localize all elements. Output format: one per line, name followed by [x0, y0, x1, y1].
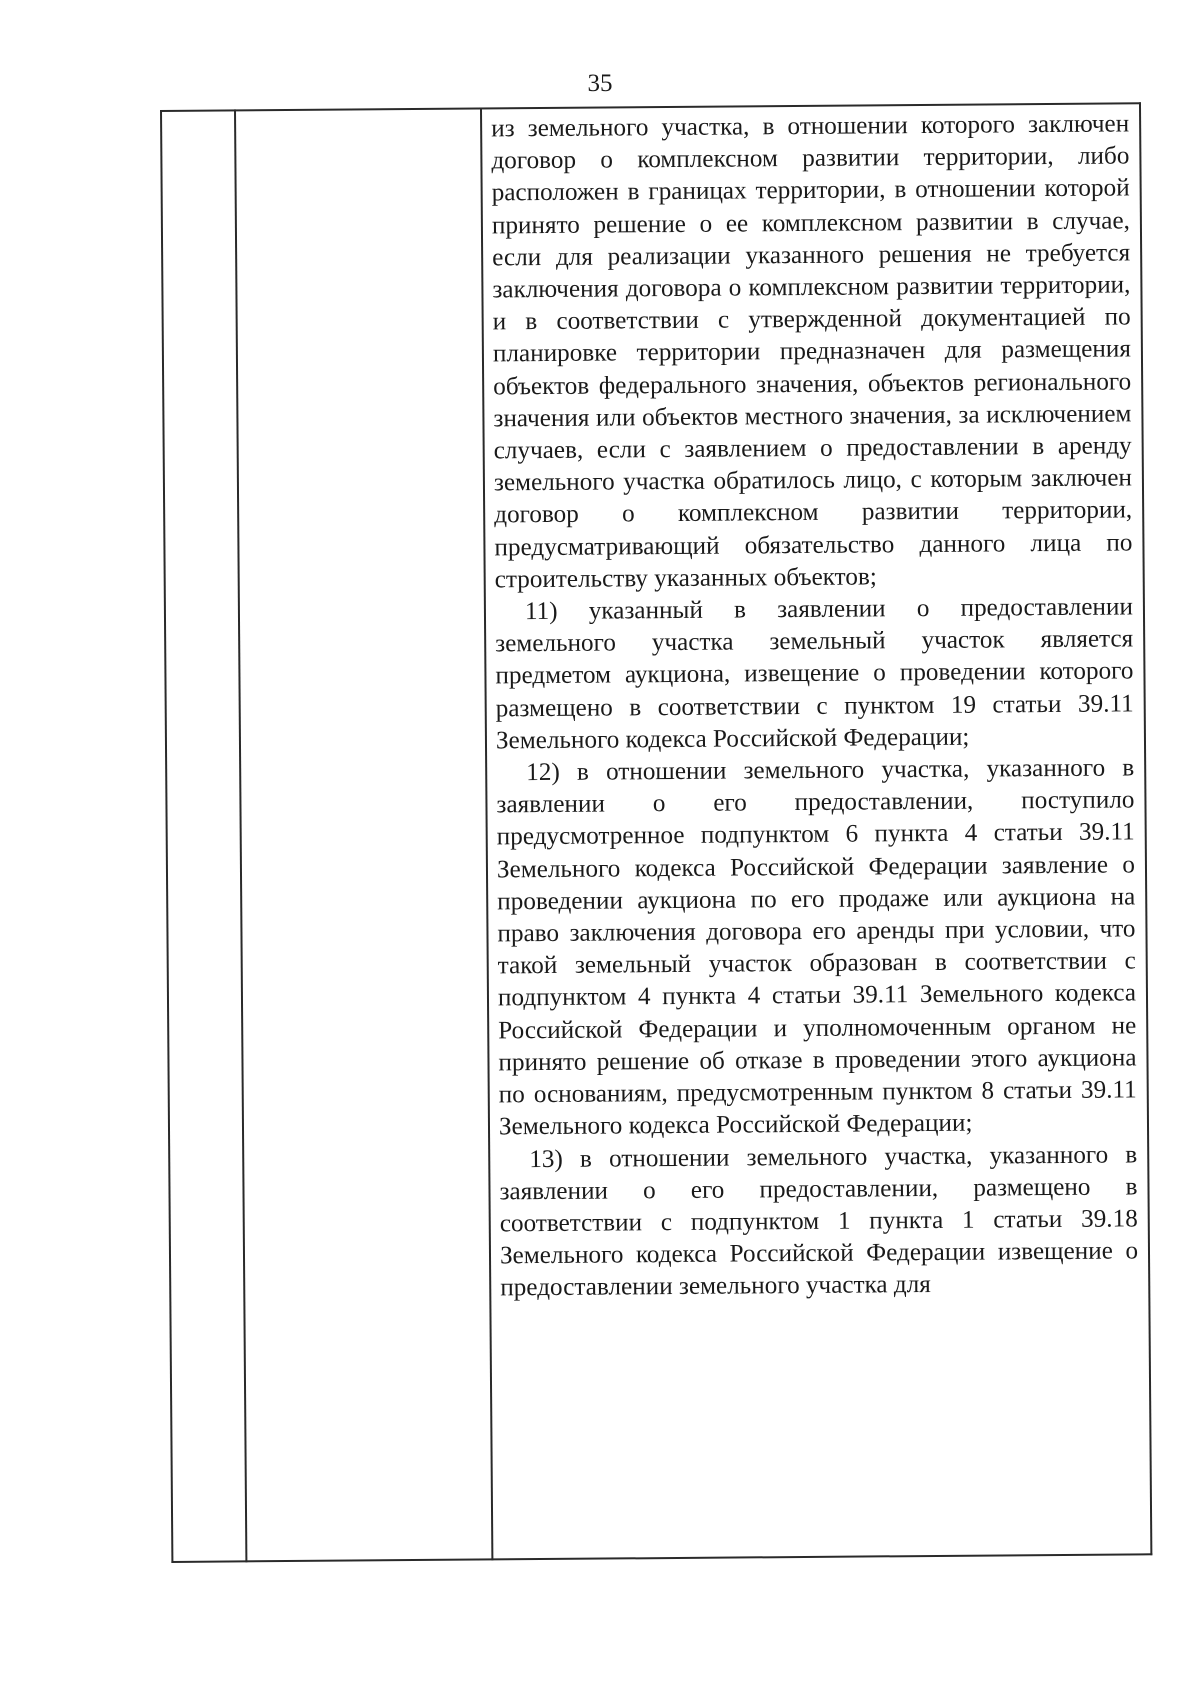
paragraph-item-11: 11) указанный в заявлении о предоставлении земельного участка земельный участок является предметом аукциона, извещение о проведении которого размещено в соответствии с пунктом 19 статьи 39.11 Земельного кодекса Российской Федерации;: [495, 593, 1134, 755]
document-table: [160, 102, 1152, 1563]
table-right-border: [1139, 102, 1152, 1555]
column-divider-2: [480, 107, 493, 1560]
paragraph-item-12: 12) в отношении земельного участка, указанного в заявлении о его предоставлении, поступило предусмотренное подпунктом 6 пункта 4 статьи 39.11 Земельного кодекса Российской Федерации заявление о проведении аукциона по его продаже или аукциона на право заключения договора его аренды при условии, что такой земельный участок образован в соответствии с подпунктом 4 пункта 4 статьи 39.11 Земельного кодекса Российской Федерации и уполномоченным органом не принято решение об отказе в проведении этого аукциона по основаниям, предусмотренным пунктом 8 статьи 39.11 Земельного кодекса Российской Федерации;: [496, 754, 1137, 1141]
reasons-cell: [491, 108, 1138, 1304]
table-bottom-border: [171, 1553, 1152, 1563]
table-left-border: [160, 110, 173, 1563]
page-number: 35: [587, 70, 613, 97]
paragraph-item-13: 13) в отношении земельного участка, указанного в заявлении о его предоставлении, размещено в соответствии с подпунктом 1 пункта 1 статьи 39.18 Земельного кодекса Российской Федерации извещение о предоставлении земельного участка для: [499, 1140, 1139, 1302]
column-divider-1: [234, 109, 247, 1562]
paragraph-item-10-continuation: из земельного участка, в отношении которого заключен договор о комплексном развитии территории, либо расположен в границах территории, в отношении которой принято решение о ее комплексном развитии в случае, если для реализации указанного решения не требуется заключения договора о комплексном развитии территории, и в соответствии с утвержденной документацией по планировке территории предназначен для размещения объектов федерального значения, объектов регионального значения или объектов местного значения, за исключением случаев, если с заявлением о предоставлении в аренду земельного участка обратилось лицо, с которым заключен договор о комплексном развитии территории, предусматривающий обязательство данного лица по строительству указанных объектов;: [491, 110, 1133, 594]
